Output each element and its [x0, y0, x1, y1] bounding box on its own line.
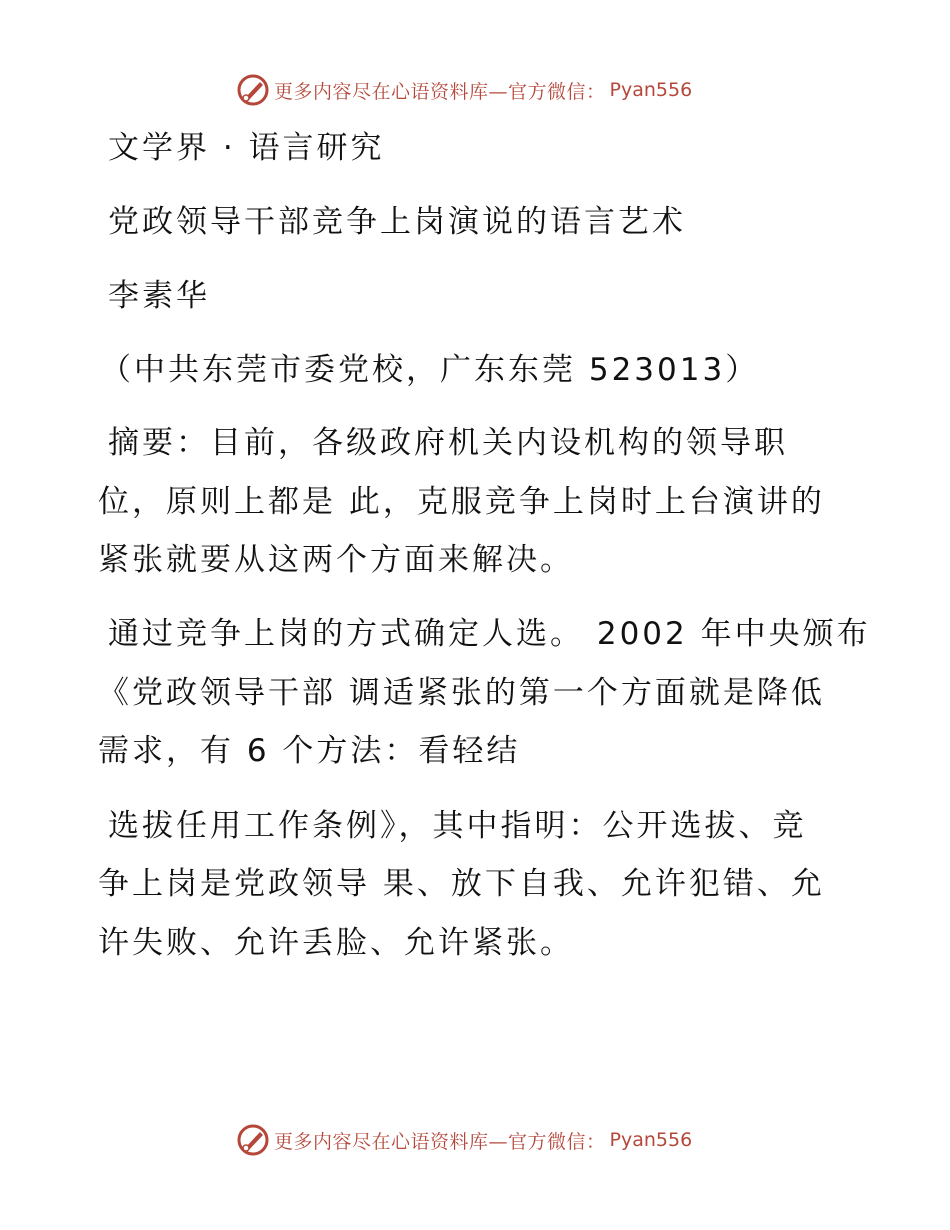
- paragraph-line: 争上岗是党政领导 果、放下自我、允许犯错、允: [98, 866, 825, 902]
- watermark-text: 更多内容尽在心语资料库—官方微信：: [274, 80, 606, 103]
- paragraph-line: 摘要：目前，各级政府机关内设机构的领导职: [108, 425, 788, 461]
- pen-logo-icon: [236, 73, 270, 107]
- paragraph-line: 许失败、允许丢脸、允许紧张。: [98, 925, 574, 961]
- watermark-wechat-id: Pyan556: [609, 79, 693, 101]
- paragraph-line: 《党政领导干部 调适紧张的第一个方面就是降低: [98, 675, 825, 711]
- document-affiliation: （中共东莞市委党校，广东东莞 523013）: [100, 352, 760, 388]
- watermark-wechat-id: Pyan556: [609, 1129, 693, 1151]
- paragraph-line: 选拔任用工作条例》，其中指明：公开选拔、竞: [108, 808, 807, 844]
- paragraph-line: 紧张就要从这两个方面来解决。: [98, 542, 574, 578]
- header-watermark: [236, 70, 692, 110]
- paragraph-line: 位，原则上都是 此，克服竞争上岗时上台演讲的: [98, 484, 825, 520]
- document-author: 李素华: [108, 278, 210, 314]
- footer-watermark: [236, 1120, 692, 1160]
- paragraph-line: 通过竞争上岗的方式确定人选。 2002 年中央颁布: [108, 616, 871, 652]
- watermark-text: 更多内容尽在心语资料库—官方微信：: [274, 1130, 606, 1153]
- document-category: 文学界 · 语言研究: [108, 130, 385, 166]
- document-title: 党政领导干部竞争上岗演说的语言艺术: [108, 204, 686, 240]
- paragraph-line: 需求，有 6 个方法：看轻结: [98, 733, 521, 769]
- pen-logo-icon: [236, 1123, 270, 1157]
